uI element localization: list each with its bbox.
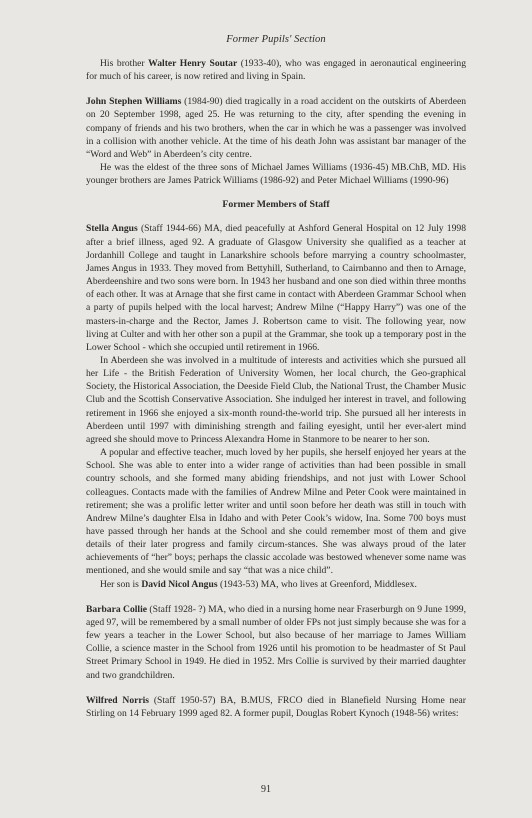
angus-son-paragraph: Her son is David Nicol Angus (1943-53) MA, who lives at Greenford, Middlesex. [100, 578, 417, 590]
angus-name: Stella Angus [86, 223, 138, 235]
collie-name: Barbara Collie [86, 603, 148, 615]
angus-son-name: David Nicol Angus [141, 578, 218, 590]
running-header: Former Pupils' Section [226, 34, 326, 45]
williams-paragraph: John Stephen Williams (1984-90) died tragically in a road accident on the outskirts of Aberdeen on 20 September 1998, aged 25. He was returning to the city, after spending the evening in company of friends and his two brothers, when the car in which he was a passenger was involved in a collision with another vehicle. At the time of his death John was assistant bar manager of the “Word and Web” in Aberdeen’s city centre. [86, 96, 467, 160]
angus-paragraph: Stella Angus (Staff 1944-66) MA, died peacefully at Ashford General Hospital on 12 July 1998 after a brief illness, aged 92. A graduate of Glasgow University she qualified as a teacher at Jordanhill College and taught in Lanarkshire schools before marrying a country schoolmaster, James Angus in 1933. They moved from Bettyhill, Sutherland, to Cairnbanno and then to Arnage, Aberdeenshire and two sons were born. In 1943 her husband and one son died within three months of each other. It was at Arnage that she first came in contact with Aberdeen Grammar School when a party of pupils helped with the local harvest; Andrew Milne (“Happy Harry”) was one of the masters-in-charge and the Rector, James J. Robertson came to visit. The following year, now living at Culter and with her other son a pupil at the Grammar, she took up a temporary post in the Lower School - which she occupied until retirement in 1966. [86, 223, 466, 353]
angus-paragraph-2: In Aberdeen she was involved in a multitude of interests and activities which she pursued all her Life - the British Federation of University Women, her local church, the Geo-graphical Society, the Historical Association, the Deeside Field Club, the National Trust, the Chamber Music Club and the Scottish Conservative Association. She indulged her interest in travel, and following retirement in 1966 she enjoyed a six-month round-the-world trip. She pursued all her interests in Aberdeen until 1997 with diminishing strength and failing eyesight, until her ever-alert mind agreed she should move to Princess Alexandra Home in Stanmore to be nearer to her son. [86, 354, 466, 445]
section-title: Former Members of Staff [222, 199, 330, 211]
collie-paragraph: Barbara Collie (Staff 1928- ?) MA, who died in a nursing home near Fraserburgh on 9 June 1999, aged 97, will be remembered by a small number of older FPs not just simply because she was for a few years a teacher in the Lower School, but also because of her marriage to James William Collie, a science master in the School from 1926 until his promotion to be headmaster of St Paul Street Primary School in 1949. He died in 1952. Mrs Collie is survived by their married daughter and two grandchildren. [86, 603, 466, 681]
page-number: 91 [261, 784, 271, 795]
norris-name: Wilfred Norris [86, 694, 150, 706]
angus-paragraph-3: A popular and effective teacher, much loved by her pupils, she herself enjoyed her years at the School. She was able to enter into a wider range of activities than had been possible in small country schools, and she formed many abiding friendships, and not just with Lower School colleagues. Contacts made with the families of Andrew Milne and Peter Cook were maintained in retirement; she was a prolific letter writer and until soon before her death was still in touch with Andrew Milne’s daughter Elsa in Idaho and with Peter Cook’s widow, Ina. Some 700 boys must have passed through her hands at the School and she could remember most of them and give details of their later progress and family circum-stances. She was always proud of the later achievements of “her” boys; perhaps the classic accolade was bestowed whenever some name was mentioned, and she would smile and say “that was a nice child”. [86, 447, 466, 577]
soutar-name: Walter Henry Soutar [148, 58, 238, 69]
norris-paragraph: Wilfred Norris (Staff 1950-57) BA, B.MUS, FRCO died in Blanefield Nursing Home near Stirling on 14 February 1999 aged 82. A former pupil, Douglas Robert Kynoch (1948-56) writes: [86, 694, 466, 719]
williams-paragraph-2: He was the eldest of the three sons of Michael James Williams (1936-45) MB.ChB, MD. His younger brothers are James Patrick Williams (1986-92) and Peter Michael Williams (1990-96) [86, 162, 466, 187]
soutar-paragraph: His brother Walter Henry Soutar (1933-40), who was engaged in aeronautical engineering for much of his career, is now retired and living in Spain. [86, 58, 466, 83]
williams-name: John Stephen Williams [86, 96, 182, 108]
